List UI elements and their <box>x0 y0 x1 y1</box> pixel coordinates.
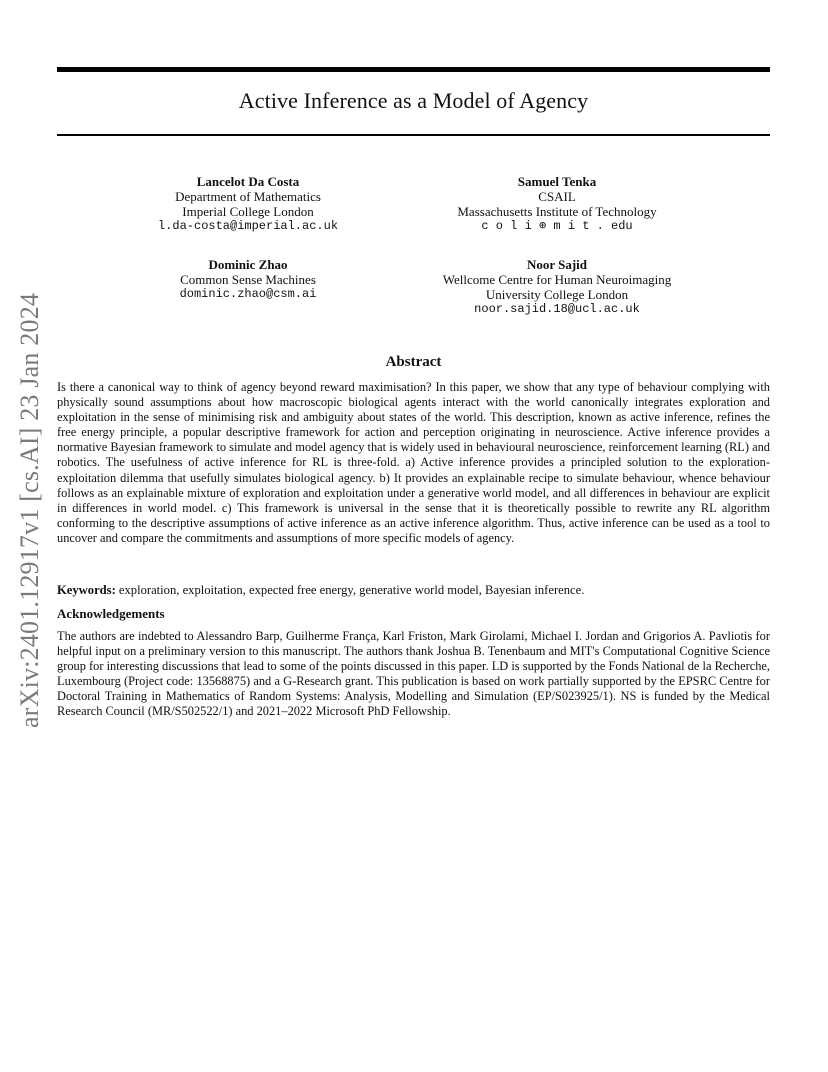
keywords-line <box>57 583 770 598</box>
author-email[interactable]: dominic.zhao@csm.ai <box>179 287 317 301</box>
author-affiliation: Imperial College London <box>182 204 314 219</box>
author-affiliation: Wellcome Centre for Human Neuroimaging <box>442 272 672 287</box>
author-affiliation: University College London <box>485 287 629 302</box>
abstract-body: Is there a canonical way to think of agency beyond reward maximisation? In this paper, we show that any type of behaviour complying with physically sound assumptions about how macroscopic biological agents interact with the world canonically integrates exploration and exploitation in the sense of minimising risk and ambiguity about states of the world. This description, known as active inference, refines the free energy principle, a popular descriptive framework for action and perception originating in neuroscience. Active inference provides a normative Bayesian framework to simulate and model agency that is widely used in behavioural neuroscience, reinforcement learning (RL) and robotics. The usefulness of active inference for RL is three-fold. a) Active inference provides a principled solution to the exploration-exploitation dilemma that usefully simulates biological agency. b) It provides an explainable recipe to simulate behaviour, whence behaviour follows as an explainable mixture of exploration and exploitation under a generative world model, and all differences in behaviour are explicit in differences in world model. c) This framework is universal in the sense that it is theoretically possible to rewrite any RL algorithm conforming to the descriptive assumptions of active inference as an active inference algorithm. Thus, active inference can be used as a tool to uncover and compare the commitments and assumptions of more specific models of agency. <box>57 380 770 545</box>
author-block <box>98 257 398 302</box>
author-name: Noor Sajid <box>526 257 588 272</box>
author-email[interactable]: noor.sajid.18@ucl.ac.uk <box>474 302 640 316</box>
acknowledgements-body: The authors are indebted to Alessandro Barp, Guilherme França, Karl Friston, Mark Girolami, Michael I. Jordan and Grigorios A. Pavliotis for helpful input on a preliminary version to this manuscript. The authors thank Joshua B. Tenenbaum and MIT's Computational Cognitive Science group for interesting discussions that lead to some of the points discussed in this paper. LD is supported by the Fonds National de la Recherche, Luxembourg (Project code: 13568875) and a G-Research grant. This publication is based on work partially supported by the EPSRC Centre for Doctoral Training in Mathematics of Random Systems: Analysis, Modelling and Simulation (EP/S023925/1). NS is funded by the Medical Research Council (MR/S502522/1) and 2021–2022 Microsoft PhD Fellowship. <box>57 629 770 719</box>
arxiv-identifier-stamp[interactable]: arXiv:2401.12917v1 [cs.AI] 23 Jan 2024 <box>15 292 44 728</box>
author-name: Lancelot Da Costa <box>196 174 300 189</box>
author-email[interactable]: l.da-costa@imperial.ac.uk <box>157 219 339 233</box>
author-block <box>98 174 398 234</box>
author-block <box>407 174 707 234</box>
author-email[interactable]: c o l i ⊕ m i t . edu <box>481 219 633 233</box>
title-bottom-rule <box>57 134 770 136</box>
author-affiliation: Common Sense Machines <box>180 272 316 287</box>
acknowledgements-heading: Acknowledgements <box>57 606 165 621</box>
abstract-heading: Abstract <box>385 354 442 370</box>
author-name: Dominic Zhao <box>208 257 288 272</box>
title-top-rule <box>57 67 770 72</box>
keywords-label: Keywords: <box>57 583 116 597</box>
keywords-text: exploration, exploitation, expected free energy, generative world model, Bayesian inference. <box>118 583 585 597</box>
author-affiliation: CSAIL <box>538 189 576 204</box>
author-name: Samuel Tenka <box>517 174 597 189</box>
author-affiliation: Massachusetts Institute of Technology <box>457 204 657 219</box>
paper-title: Active Inference as a Model of Agency <box>238 88 589 113</box>
author-affiliation: Department of Mathematics <box>175 189 321 204</box>
author-block <box>407 257 707 317</box>
